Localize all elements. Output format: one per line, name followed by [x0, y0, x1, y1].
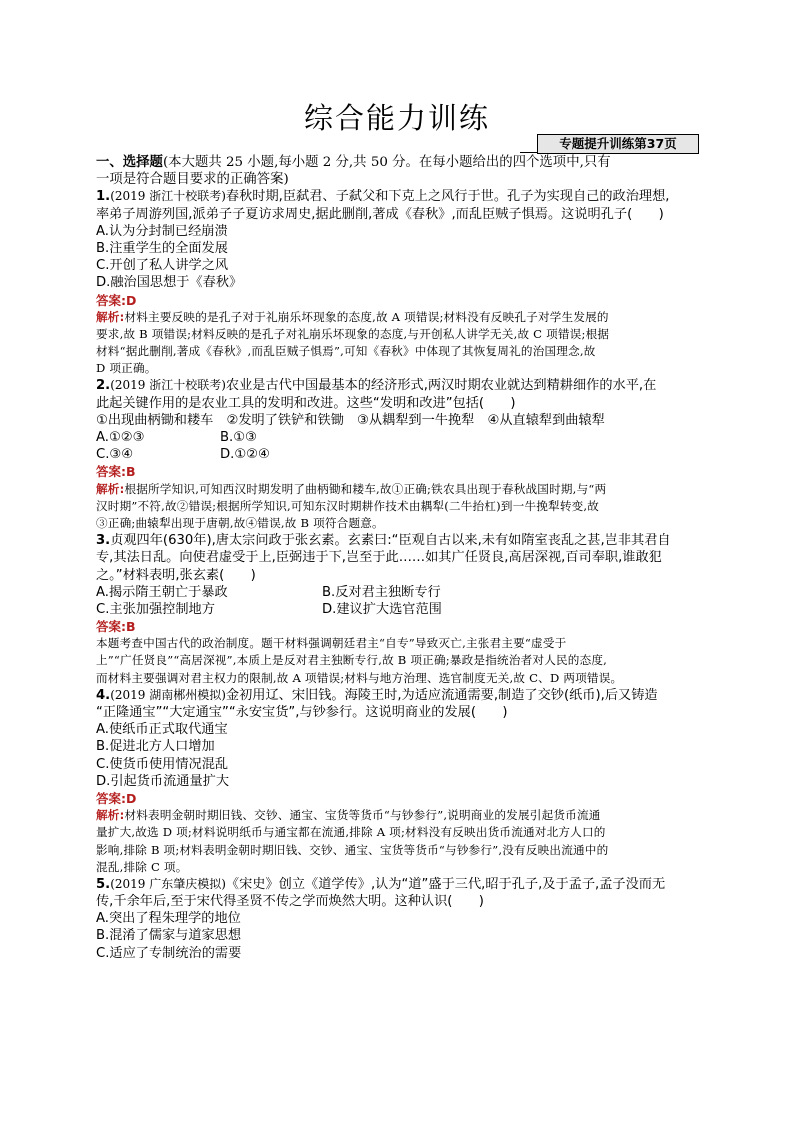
question-2-stem — [96, 377, 702, 394]
page-title: 综合能力训练 — [303, 101, 490, 135]
analysis-text: 材料表明金朝时期旧钱、交钞、通宝、宝货等货币“与钞参行”,说明商业的发展引起货币流通 — [124, 808, 601, 823]
question-2-option-d: D.①②④ — [220, 447, 270, 463]
analysis-text: 根据所学知识,可知西汉时期发明了曲柄锄和耧车,故①正确;铁农具出现于春秋战国时期,与“两 — [124, 481, 607, 496]
question-3-option-d: D.建议扩大选官范围 — [322, 601, 442, 617]
question-4-analysis-cont: 量扩大,故选 D 项;材料说明纸币与通宝都在流通,排除 A 项;材料没有反映出货币流通对北方人口的 — [96, 825, 606, 840]
question-2-options-row2 — [96, 446, 702, 463]
question-1-answer: 答案:D — [96, 292, 137, 308]
question-1-option-d: D.融治国思想于《春秋》 — [96, 275, 243, 291]
section-instructions: (本大题共 25 小题,每小题 2 分,共 50 分。在每小题给出的四个选项中,只有 — [162, 155, 611, 170]
question-2-analysis-cont: 汉时期”不符,故②错误;根据所学知识,可知东汉时期耕作技术由耦犁(二牛抬杠)到一牛挽犁转变,故 — [96, 498, 600, 513]
question-4-option-c: C.使货币使用情况混乱 — [96, 756, 229, 772]
question-text: 金初用辽、宋旧钱。海陵王时,为适应流通需要,制造了交钞(纸币),后又铸造 — [225, 687, 658, 703]
question-1-analysis-cont: 要求,故 B 项错误;材料反映的是孔子对礼崩乐坏现象的态度,与开创私人讲学无关,故 C 项错误;根据 — [96, 326, 610, 341]
practice-page-tag: 专题提升训练第37页 — [537, 134, 699, 154]
question-text: 春秋时期,臣弑君、子弑父和下克上之风行于世。孔子为实现自己的政治理想, — [225, 189, 670, 205]
question-number: 1. — [96, 189, 111, 205]
question-2-option-c: C.③④ — [96, 447, 134, 463]
question-4-stem — [96, 687, 702, 704]
question-4-answer: 答案:D — [96, 790, 137, 806]
analysis-label: 解析: — [96, 481, 125, 496]
question-1-stem-cont: 率弟子周游列国,派弟子子夏访求周史,据此删削,著成《春秋》,而乱臣贼子惧焉。这说明孔子( ) — [96, 206, 664, 222]
question-text: 贞观四年(630年),唐太宗问政于张玄素。玄素曰:“臣观自古以来,未有如隋室丧乱之甚,岂非其君自 — [110, 533, 671, 549]
question-4-option-d: D.引起货币流通量扩大 — [96, 773, 230, 789]
question-2-answer: 答案:B — [96, 464, 136, 480]
analysis-label: 解析: — [96, 808, 125, 823]
question-3-stem-cont: 之。”材料表明,张玄素( ) — [96, 567, 256, 583]
question-4-analysis — [96, 807, 702, 824]
question-3-analysis-cont: 而材料主要强调对君主权力的限制,故 A 项错误;材料与地方治理、选官制度无关,故 C、D 两项错误。 — [96, 670, 623, 685]
question-4-stem-cont: “正隆通宝”“大定通宝”“永安宝货”,与钞参行。这说明商业的发展( ) — [96, 705, 508, 720]
question-2-option-b: B.①③ — [220, 430, 257, 445]
question-1-option-b: B.注重学生的全面发展 — [96, 240, 228, 256]
question-5-option-c: C.适应了专制统治的需要 — [96, 945, 242, 961]
question-3-answer: 答案:B — [96, 619, 136, 635]
question-number: 4. — [96, 687, 111, 703]
question-2-analysis — [96, 481, 702, 498]
question-source: (2019 浙江十校联考) — [110, 378, 226, 393]
question-list — [96, 154, 702, 962]
question-3-option-b: B.反对君主独断专行 — [322, 584, 441, 600]
question-1-analysis-cont: 材料“据此删削,著成《春秋》,而乱臣贼子惧焉”,可知《春秋》中体现了其恢复周礼的治国理念,故 — [96, 344, 596, 359]
section-header — [96, 154, 702, 171]
question-2-option-a: A.①②③ — [96, 430, 145, 445]
question-text: 《宋史》创立《道学传》,认为“道”盛于三代,昭于孔子,及于孟子,孟子没而无 — [225, 876, 666, 892]
question-4-option-b: B.促进北方人口增加 — [96, 739, 215, 755]
question-2-options-row1 — [96, 429, 702, 446]
question-5-stem — [96, 876, 702, 893]
question-3-stem — [96, 532, 702, 549]
question-source: (2019 浙江十校联考) — [110, 189, 226, 204]
question-4-analysis-cont: 影响,排除 B 项;材料表明金朝时期旧钱、交钞、通宝、宝货等货币“与钞参行”,没有反映出流通中的 — [96, 842, 609, 857]
question-4-option-a: A.使纸币正式取代通宝 — [96, 722, 228, 738]
question-3-option-c: C.主张加强控制地方 — [96, 601, 215, 617]
analysis-text: 材料主要反映的是孔子对于礼崩乐坏现象的态度,故 A 项错误;材料没有反映孔子对学生发展的 — [124, 309, 609, 324]
question-3-analysis-cont: 上”“广任贤良”“高居深视”,本质上是反对君主独断专行,故 B 项正确;暴政是指统治者对人民的态度, — [96, 653, 608, 668]
question-4-analysis-cont: 混乱,排除 C 项。 — [96, 859, 188, 874]
question-3-analysis: 本题考查中国古代的政治制度。题干材料强调朝廷君主“自专”导致灭亡,主张君主要“虚受于 — [96, 636, 567, 651]
question-3-options-row1 — [96, 584, 702, 601]
tag-underline — [520, 152, 537, 153]
question-1-analysis-cont: D 项正确。 — [96, 361, 157, 376]
question-1-option-a: A.认为分封制已经崩溃 — [96, 223, 228, 239]
question-3-options-row2 — [96, 601, 702, 618]
section-instructions-cont: 一项是符合题目要求的正确答案) — [96, 172, 289, 188]
question-1-analysis — [96, 309, 702, 326]
question-2-items: ①出现曲柄锄和耧车 ②发明了铁铲和铁锄 ③从耦犁到一牛挽犁 ④从直辕犁到曲辕犁 — [96, 412, 605, 428]
question-3-option-a: A.揭示隋王朝亡于暴政 — [96, 584, 228, 600]
question-number: 2. — [96, 378, 111, 394]
question-source: (2019 湖南郴州模拟) — [110, 687, 226, 702]
question-2-stem-cont: 此起关键作用的是农业工具的发明和改进。这些“发明和改进”包括( ) — [96, 395, 516, 411]
analysis-label: 解析: — [96, 309, 125, 324]
question-2-analysis-cont: ③正确;曲辕犁出现于唐朝,故④错误,故 B 项符合题意。 — [96, 515, 384, 530]
question-source: (2019 广东肇庆模拟) — [110, 876, 226, 891]
question-1-stem — [96, 188, 702, 205]
question-5-option-b: B.混淆了儒家与道家思想 — [96, 928, 242, 944]
section-title: 一、选择题 — [96, 155, 163, 170]
question-5-stem-cont: 传,千余年后,至于宋代得圣贤不传之学而焕然大明。这种认识( ) — [96, 894, 484, 910]
question-number: 3. — [96, 533, 111, 549]
question-text: 农业是古代中国最基本的经济形式,两汉时期农业就达到精耕细作的水平,在 — [225, 378, 657, 394]
question-1-option-c: C.开创了私人讲学之风 — [96, 258, 229, 274]
question-3-stem-cont: 专,其法日乱。向使君虚受于上,臣弼违于下,岂至于此……如其广任贤良,高居深视,百司奉职,谁敢犯 — [96, 550, 662, 566]
question-5-option-a: A.突出了程朱理学的地位 — [96, 911, 241, 927]
question-number: 5. — [96, 876, 111, 892]
